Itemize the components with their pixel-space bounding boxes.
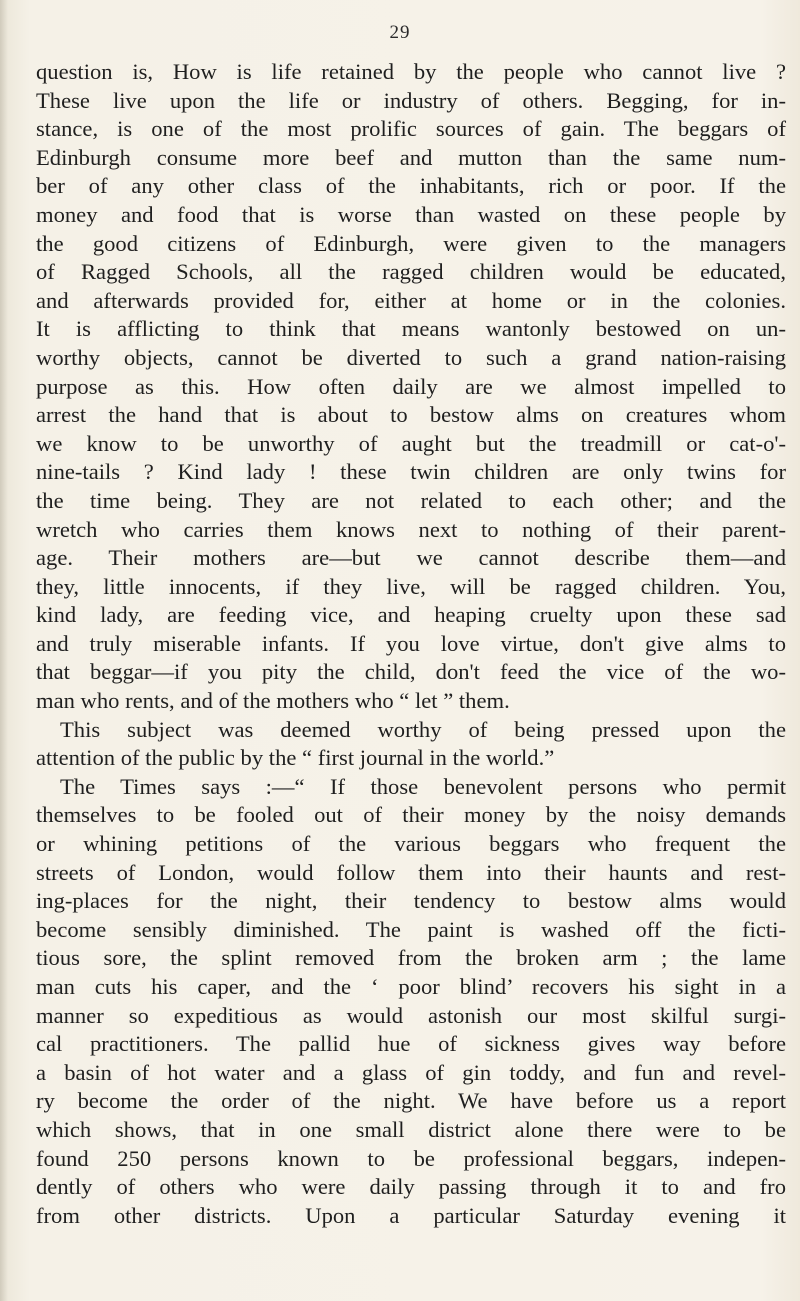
text-line: question is, How is life retained by the people who cannot live ? bbox=[36, 59, 786, 84]
text-line: that beggar—if you pity the child, don't feed the vice of the wo- bbox=[36, 659, 786, 685]
text-line: kind lady, are feeding vice, and heaping cruelty upon these sad bbox=[36, 602, 786, 628]
text-line: which shows, that in one small district alone there were to be bbox=[36, 1116, 786, 1142]
text-line: or whining petitions of the various beggars who frequent the bbox=[36, 831, 786, 857]
text-line: ber of any other class of the inhabitants, rich or poor. If the bbox=[36, 173, 786, 199]
text-line: arrest the hand that is about to bestow alms on creatures whom bbox=[36, 402, 786, 428]
text-line: age. Their mothers are—but we cannot describe them—and bbox=[36, 545, 786, 571]
text-line: they, little innocents, if they live, will be ragged children. You, bbox=[36, 573, 786, 599]
text-line: These live upon the life or industry of others. Begging, for in- bbox=[36, 87, 786, 113]
text-line: the time being. They are not related to each other; and the bbox=[36, 487, 786, 513]
text-line: themselves to be fooled out of their money by the noisy demands bbox=[36, 802, 786, 828]
text-line: ry become the order of the night. We have before us a report bbox=[36, 1088, 786, 1114]
text-line: manner so expeditious as would astonish our most skilful surgi- bbox=[36, 1002, 786, 1028]
text-line: stance, is one of the most prolific sources of gain. The beggars of bbox=[36, 116, 786, 142]
text-line: from other districts. Upon a particular Saturday evening it bbox=[36, 1202, 786, 1228]
text-line: worthy objects, cannot be diverted to such a grand nation-raising bbox=[36, 344, 786, 370]
text-line: a basin of hot water and a glass of gin toddy, and fun and revel- bbox=[36, 1059, 786, 1085]
text-line: cal practitioners. The pallid hue of sickness gives way before bbox=[36, 1031, 786, 1057]
text-line: and afterwards provided for, either at home or in the colonies. bbox=[36, 287, 786, 313]
body-text bbox=[36, 58, 786, 1230]
text-line: attention of the public by the “ first journal in the world.” bbox=[36, 745, 555, 771]
text-line: man cuts his caper, and the ‘ poor blind’ recovers his sight in a bbox=[36, 974, 786, 999]
text-line: wretch who carries them knows next to nothing of their parent- bbox=[36, 516, 786, 542]
text-line: and truly miserable infants. If you love virtue, don't give alms to bbox=[36, 630, 786, 656]
page-number: 29 bbox=[389, 22, 411, 43]
text-line: dently of others who were daily passing through it to and fro bbox=[36, 1174, 786, 1200]
text-line: man who rents, and of the mothers who “ let ” them. bbox=[36, 688, 510, 714]
text-line: nine-tails ? Kind lady ! these twin children are only twins for bbox=[36, 459, 786, 485]
text-line: ing-places for the night, their tendency to bestow alms would bbox=[36, 888, 786, 914]
text-line: money and food that is worse than wasted on these people by bbox=[36, 201, 786, 227]
spine-shadow bbox=[0, 0, 8, 1301]
text-line: This subject was deemed worthy of being pressed upon the bbox=[60, 716, 786, 742]
text-line: the good citizens of Edinburgh, were given to the managers bbox=[36, 230, 786, 256]
text-line: streets of London, would follow them into their haunts and rest- bbox=[36, 859, 786, 885]
text-line: found 250 persons known to be professional beggars, indepen- bbox=[36, 1145, 786, 1171]
text-line: we know to be unworthy of aught but the treadmill or cat-o'- bbox=[36, 430, 786, 456]
text-line: become sensibly diminished. The paint is washed off the ficti- bbox=[36, 916, 786, 942]
text-line: tious sore, the splint removed from the broken arm ; the lame bbox=[36, 945, 786, 971]
text-line: Edinburgh consume more beef and mutton than the same num- bbox=[36, 144, 786, 170]
text-line: It is afflicting to think that means wantonly bestowed on un- bbox=[36, 316, 786, 342]
text-line: purpose as this. How often daily are we almost impelled to bbox=[36, 373, 786, 399]
text-line: of Ragged Schools, all the ragged children would be educated, bbox=[36, 259, 786, 285]
text-line: The Times says :—“ If those benevolent persons who permit bbox=[60, 773, 786, 799]
